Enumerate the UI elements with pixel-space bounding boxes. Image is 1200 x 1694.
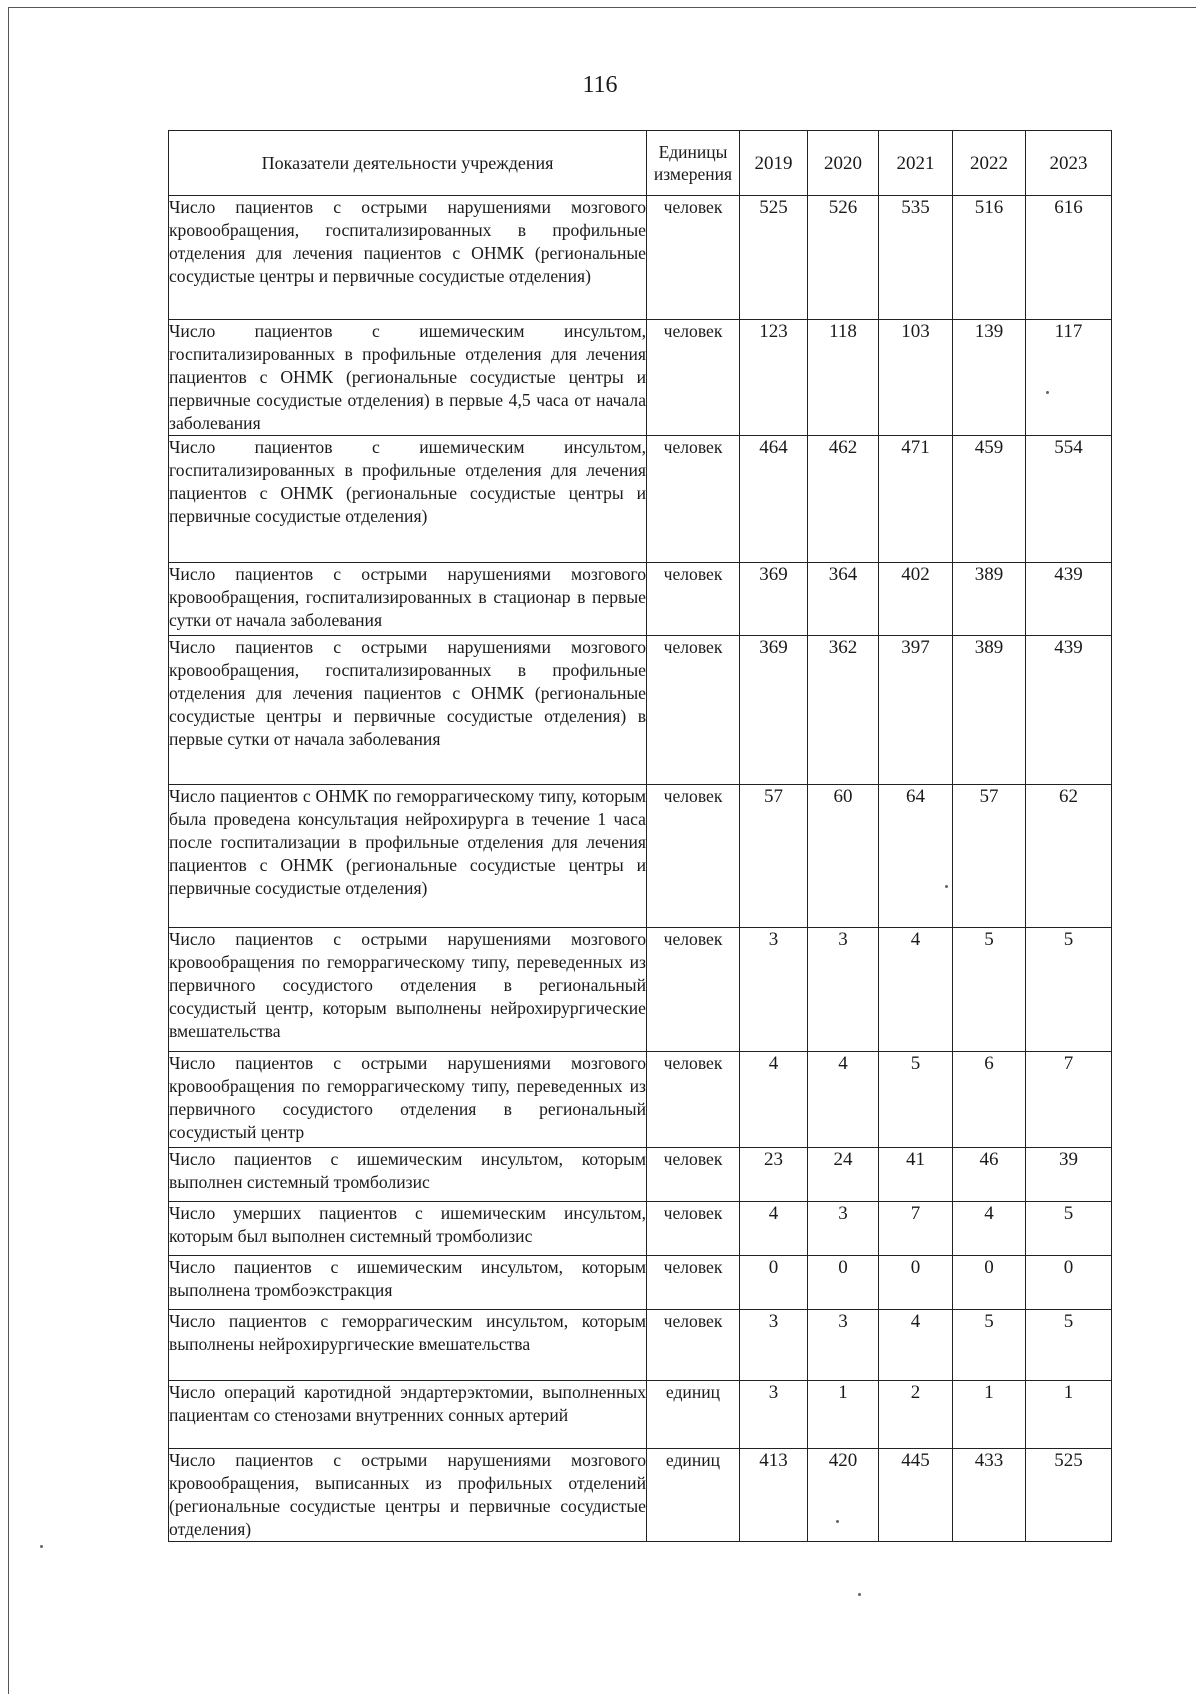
scan-speck <box>40 1545 43 1548</box>
table-row <box>169 1449 1112 1542</box>
header-year-2023: 2023 <box>1026 131 1112 196</box>
header-year-2020: 2020 <box>808 131 879 196</box>
indicator-cell: Число операций каротидной эндартерэктомии, выполненных пациентам со стенозами внутренних сонных артерий <box>169 1381 647 1449</box>
value-cell-2023: 0 <box>1026 1256 1112 1310</box>
table-row <box>169 436 1112 563</box>
indicator-cell: Число пациентов с геморрагическим инсультом, которым выполнены нейрохирургические вмешательства <box>169 1310 647 1381</box>
indicator-cell: Число пациентов с ишемическим инсультом, которым выполнена тромбоэкстракция <box>169 1256 647 1310</box>
header-unit <box>647 131 740 196</box>
value-cell-2021: 402 <box>879 563 953 636</box>
value-cell-2019: 413 <box>740 1449 808 1542</box>
scan-speck <box>945 885 948 888</box>
table-row <box>169 785 1112 928</box>
value-cell-2019: 369 <box>740 563 808 636</box>
value-cell-2020: 362 <box>808 636 879 785</box>
indicators-table <box>168 130 1112 1542</box>
value-cell-2023: 1 <box>1026 1381 1112 1449</box>
value-cell-2020: 3 <box>808 928 879 1052</box>
value-cell-2020: 526 <box>808 196 879 320</box>
unit-cell: человек <box>647 563 740 636</box>
table-row <box>169 1148 1112 1202</box>
value-cell-2019: 123 <box>740 320 808 436</box>
value-cell-2023: 525 <box>1026 1449 1112 1542</box>
indicator-cell: Число пациентов с ишемическим инсультом, которым выполнен системный тромболизис <box>169 1148 647 1202</box>
value-cell-2022: 389 <box>953 563 1026 636</box>
value-cell-2019: 4 <box>740 1202 808 1256</box>
unit-cell: человек <box>647 320 740 436</box>
value-cell-2022: 1 <box>953 1381 1026 1449</box>
indicator-cell: Число пациентов с ишемическим инсультом, госпитализированных в профильные отделения для лечения пациентов с ОНМК (региональные сосудистые центры и первичные сосудистые отделения) в первые 4,5 часа от начала заболевания <box>169 320 647 436</box>
unit-cell: человек <box>647 1202 740 1256</box>
unit-cell: единиц <box>647 1449 740 1542</box>
unit-cell: человек <box>647 1256 740 1310</box>
indicator-cell: Число пациентов с острыми нарушениями мозгового кровообращения по геморрагическому типу, переведенных из первичного сосудистого отделения в региональный сосудистый центр <box>169 1052 647 1148</box>
unit-cell: единиц <box>647 1381 740 1449</box>
unit-cell: человек <box>647 196 740 320</box>
table-row <box>169 1310 1112 1381</box>
scan-speck <box>1046 391 1049 394</box>
value-cell-2022: 389 <box>953 636 1026 785</box>
value-cell-2022: 516 <box>953 196 1026 320</box>
table-row <box>169 563 1112 636</box>
table-row <box>169 1202 1112 1256</box>
value-cell-2023: 62 <box>1026 785 1112 928</box>
indicator-cell: Число пациентов с острыми нарушениями мозгового кровообращения, госпитализированных в профильные отделения для лечения пациентов с ОНМК (региональные сосудистые центры и первичные сосудистые отделения) <box>169 196 647 320</box>
value-cell-2019: 3 <box>740 1381 808 1449</box>
scan-edge-top <box>8 7 1196 8</box>
header-year-2022: 2022 <box>953 131 1026 196</box>
header-indicator: Показатели деятельности учреждения <box>169 131 647 196</box>
value-cell-2023: 117 <box>1026 320 1112 436</box>
value-cell-2021: 64 <box>879 785 953 928</box>
table-row <box>169 1256 1112 1310</box>
value-cell-2019: 0 <box>740 1256 808 1310</box>
value-cell-2021: 397 <box>879 636 953 785</box>
value-cell-2019: 464 <box>740 436 808 563</box>
header-unit-line1: Единицы <box>658 142 728 162</box>
value-cell-2023: 439 <box>1026 636 1112 785</box>
value-cell-2021: 103 <box>879 320 953 436</box>
header-year-2019: 2019 <box>740 131 808 196</box>
table-row <box>169 636 1112 785</box>
value-cell-2020: 3 <box>808 1310 879 1381</box>
table-row <box>169 1381 1112 1449</box>
value-cell-2019: 525 <box>740 196 808 320</box>
value-cell-2020: 60 <box>808 785 879 928</box>
value-cell-2023: 5 <box>1026 928 1112 1052</box>
value-cell-2023: 39 <box>1026 1148 1112 1202</box>
unit-cell: человек <box>647 436 740 563</box>
unit-cell: человек <box>647 636 740 785</box>
page-number: 116 <box>582 72 618 98</box>
value-cell-2020: 420 <box>808 1449 879 1542</box>
value-cell-2021: 445 <box>879 1449 953 1542</box>
unit-cell: человек <box>647 1310 740 1381</box>
value-cell-2021: 535 <box>879 196 953 320</box>
scan-speck <box>836 1520 839 1523</box>
table-header-row <box>169 131 1112 196</box>
value-cell-2022: 6 <box>953 1052 1026 1148</box>
value-cell-2019: 4 <box>740 1052 808 1148</box>
table-body <box>169 196 1112 1542</box>
value-cell-2022: 4 <box>953 1202 1026 1256</box>
header-year-2021: 2021 <box>879 131 953 196</box>
value-cell-2019: 23 <box>740 1148 808 1202</box>
indicator-cell: Число умерших пациентов с ишемическим инсультом, которым был выполнен системный тромболизис <box>169 1202 647 1256</box>
value-cell-2023: 554 <box>1026 436 1112 563</box>
value-cell-2019: 3 <box>740 1310 808 1381</box>
value-cell-2022: 46 <box>953 1148 1026 1202</box>
value-cell-2020: 118 <box>808 320 879 436</box>
value-cell-2022: 139 <box>953 320 1026 436</box>
value-cell-2023: 7 <box>1026 1052 1112 1148</box>
indicator-cell: Число пациентов с острыми нарушениями мозгового кровообращения, выписанных из профильных отделений (региональные сосудистые центры и первичные сосудистые отделения) <box>169 1449 647 1542</box>
header-unit-line2: измерения <box>653 164 733 184</box>
value-cell-2023: 5 <box>1026 1310 1112 1381</box>
value-cell-2021: 4 <box>879 1310 953 1381</box>
table-row <box>169 928 1112 1052</box>
value-cell-2021: 41 <box>879 1148 953 1202</box>
value-cell-2022: 459 <box>953 436 1026 563</box>
value-cell-2022: 57 <box>953 785 1026 928</box>
value-cell-2021: 0 <box>879 1256 953 1310</box>
value-cell-2022: 433 <box>953 1449 1026 1542</box>
value-cell-2019: 3 <box>740 928 808 1052</box>
value-cell-2020: 364 <box>808 563 879 636</box>
value-cell-2021: 4 <box>879 928 953 1052</box>
unit-cell: человек <box>647 785 740 928</box>
indicator-cell: Число пациентов с ОНМК по геморрагическому типу, которым была проведена консультация нейрохирурга в течение 1 часа после госпитализации в профильные отделения для лечения пациентов с ОНМК (региональные сосудистые центры и первичные сосудистые отделения) <box>169 785 647 928</box>
value-cell-2023: 5 <box>1026 1202 1112 1256</box>
value-cell-2023: 439 <box>1026 563 1112 636</box>
value-cell-2023: 616 <box>1026 196 1112 320</box>
value-cell-2019: 369 <box>740 636 808 785</box>
value-cell-2022: 5 <box>953 928 1026 1052</box>
value-cell-2021: 7 <box>879 1202 953 1256</box>
value-cell-2021: 5 <box>879 1052 953 1148</box>
value-cell-2022: 5 <box>953 1310 1026 1381</box>
indicator-cell: Число пациентов с ишемическим инсультом, госпитализированных в профильные отделения для лечения пациентов с ОНМК (региональные сосудистые центры и первичные сосудистые отделения) <box>169 436 647 563</box>
scan-edge-left <box>8 7 9 1694</box>
value-cell-2020: 1 <box>808 1381 879 1449</box>
value-cell-2020: 24 <box>808 1148 879 1202</box>
indicator-cell: Число пациентов с острыми нарушениями мозгового кровообращения по геморрагическому типу, переведенных из первичного сосудистого отделения в региональный сосудистый центр, которым выполнены нейрохирургические вмешательства <box>169 928 647 1052</box>
value-cell-2020: 3 <box>808 1202 879 1256</box>
value-cell-2022: 0 <box>953 1256 1026 1310</box>
scan-speck <box>858 1593 861 1596</box>
unit-cell: человек <box>647 1148 740 1202</box>
table-row <box>169 320 1112 436</box>
indicator-cell: Число пациентов с острыми нарушениями мозгового кровообращения, госпитализированных в стационар в первые сутки от начала заболевания <box>169 563 647 636</box>
value-cell-2020: 462 <box>808 436 879 563</box>
value-cell-2021: 2 <box>879 1381 953 1449</box>
value-cell-2020: 0 <box>808 1256 879 1310</box>
value-cell-2021: 471 <box>879 436 953 563</box>
value-cell-2020: 4 <box>808 1052 879 1148</box>
table-row <box>169 1052 1112 1148</box>
value-cell-2019: 57 <box>740 785 808 928</box>
unit-cell: человек <box>647 1052 740 1148</box>
unit-cell: человек <box>647 928 740 1052</box>
table-row <box>169 196 1112 320</box>
indicator-cell: Число пациентов с острыми нарушениями мозгового кровообращения, госпитализированных в профильные отделения для лечения пациентов с ОНМК (региональные сосудистые центры и первичные сосудистые отделения) в первые сутки от начала заболевания <box>169 636 647 785</box>
